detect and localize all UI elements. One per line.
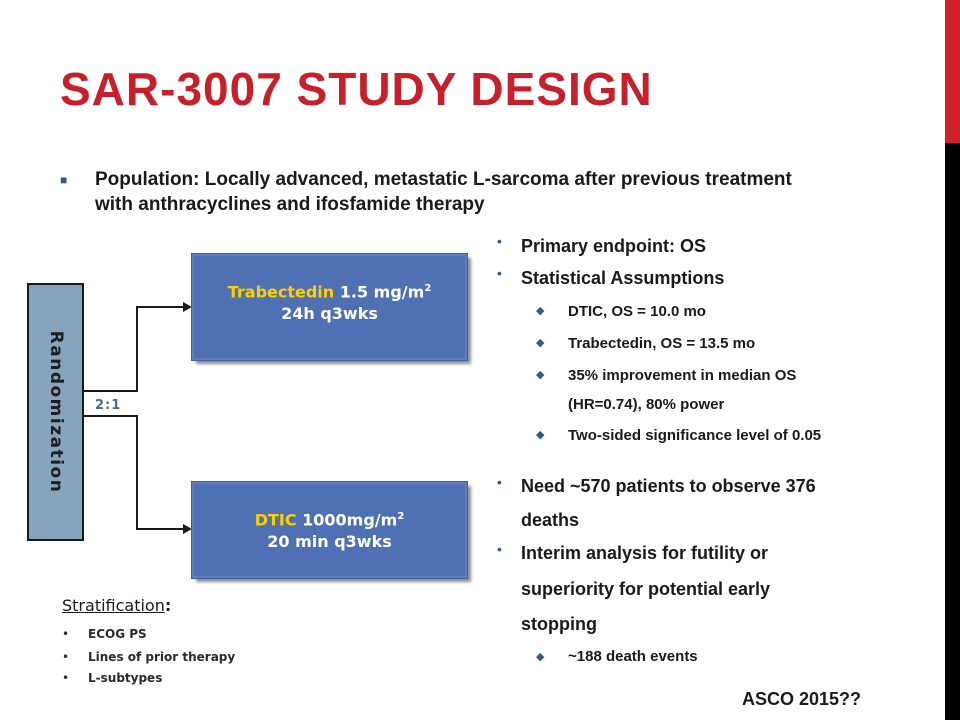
primary-endpoint: Primary endpoint: OS [521, 236, 707, 256]
sample-size-line1: Need ~570 patients to observe 376 [521, 476, 816, 496]
randomization-label: Randomization [46, 330, 66, 494]
footer-note: ASCO 2015?? [742, 689, 862, 709]
stratification-item: • ECOG PS [62, 627, 147, 641]
assumption-hr-power: (HR=0.74), 80% power [568, 396, 725, 413]
arm1-schedule: 24h q3wks [281, 304, 378, 324]
arm2-dose: 1000mg/m [296, 510, 398, 530]
diamond-bullet-icon: ◆ [536, 369, 545, 381]
stratification-item: • L-subtypes [62, 671, 163, 685]
arm1-dose: 1.5 mg/m [334, 282, 425, 302]
assumption-trabectedin-os: Trabectedin, OS = 13.5 mo [568, 335, 756, 352]
diamond-bullet-icon: ◆ [536, 651, 545, 663]
allocation-ratio: 2:1 [95, 398, 122, 413]
interim-analysis-line3: stopping [521, 614, 597, 634]
population-text: Population: Locally advanced, metastatic L-sarcoma after previous treatment with anthracyclines and ifosfamide therapy [95, 169, 792, 215]
trabectedin-arm-box [192, 254, 467, 360]
diamond-bullet-icon: ◆ [536, 337, 545, 349]
stratification-title: Stratification: [62, 596, 172, 615]
stratification-item: • Lines of prior therapy [62, 650, 236, 664]
arm1-dose-superscript: 2 [424, 283, 432, 294]
assumption-improvement: 35% improvement in median OS [568, 367, 797, 384]
arm1-drug: Trabectedin [227, 282, 335, 302]
assumption-dtic-os: DTIC, OS = 10.0 mo [568, 303, 706, 320]
arm2-drug: DTIC [254, 510, 297, 530]
interim-analysis-line2: superiority for potential early [521, 579, 771, 599]
arm2-schedule: 20 min q3wks [267, 532, 392, 552]
diamond-bullet-icon: ◆ [536, 429, 545, 441]
bullet-icon: • [497, 233, 502, 249]
interim-death-events: ~188 death events [568, 648, 698, 665]
bullet-icon: • [497, 541, 502, 557]
bullet-icon: • [497, 265, 502, 281]
arm2-dose-superscript: 2 [397, 511, 405, 522]
sample-size-line2: deaths [521, 510, 580, 530]
interim-analysis-line1: Interim analysis for futility or [521, 543, 769, 563]
square-bullet-icon: ■ [60, 173, 68, 187]
diamond-bullet-icon: ◆ [536, 305, 545, 317]
bullet-icon: • [497, 474, 502, 490]
assumption-significance: Two-sided significance level of 0.05 [568, 427, 822, 444]
statistical-assumptions-heading: Statistical Assumptions [521, 268, 725, 288]
dtic-arm-box [192, 482, 467, 578]
slide-title: SAR-3007 STUDY DESIGN [60, 63, 653, 115]
